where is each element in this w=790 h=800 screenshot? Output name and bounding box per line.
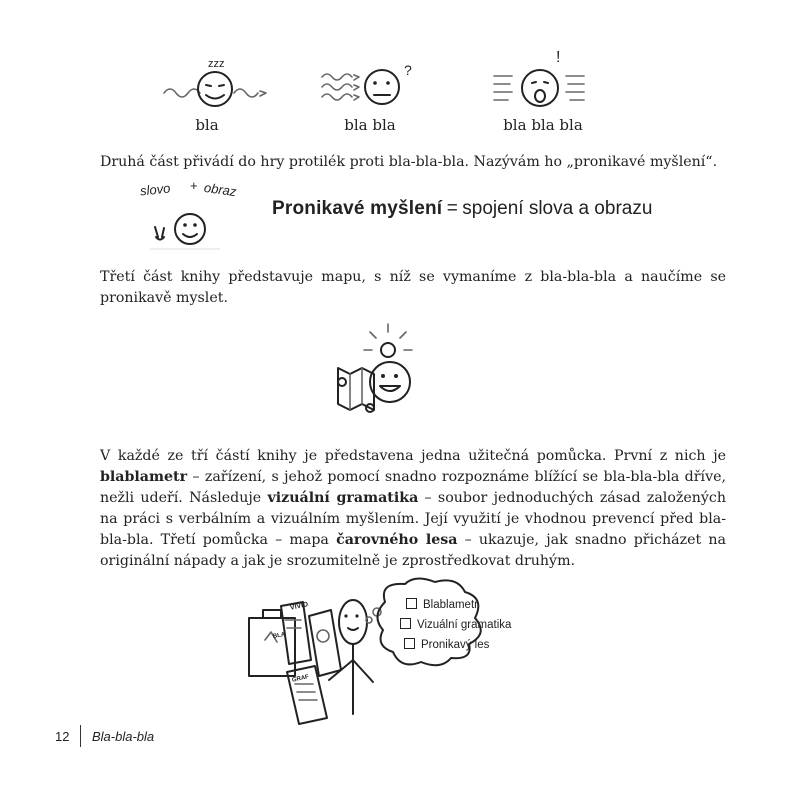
paragraph-3-text-1: V každé ze tří částí knihy je představena jedna užitečná pomůcka. První z nich je	[100, 448, 726, 464]
smiley-face-icon	[150, 205, 220, 250]
term-vizualni-gramatika: vizuální gramatika	[267, 490, 419, 506]
checklist-item	[406, 595, 511, 615]
paragraph-3-text-3: – soubor jednoduchých zásad založených na práci s verbálním a vizuálním myšlením. Její využití je vhodnou prevencí před bla-bla-bla. Třetí pomůcka – mapa	[100, 490, 726, 548]
kit-label-graf: GRAF	[291, 674, 310, 684]
term-blablametr: blablametr	[100, 469, 188, 485]
checklist-label: Vizuální gramatika	[417, 619, 512, 631]
kit-label-bla: BLA	[272, 631, 286, 641]
paragraph-3	[100, 446, 726, 572]
running-title: Bla-bla-bla	[92, 729, 155, 744]
sleep-mark: zzz	[208, 58, 225, 70]
checklist-label: Blablametr	[423, 599, 478, 611]
sleepy-face-icon	[160, 55, 270, 115]
formula-equals: =	[446, 198, 458, 219]
note-plus: +	[190, 178, 198, 193]
map-reader-icon	[330, 320, 440, 420]
confused-face-icon	[320, 55, 430, 115]
note-image: obraz	[203, 179, 238, 200]
alarmed-face-icon	[490, 50, 590, 115]
paragraph-3-text-2: – zařízení, s jehož pomocí snadno rozpoznáme blížící se bla-bla-bla dříve, nežli udeří. Následuje	[100, 469, 726, 506]
term-carovneho-lesa: čarovného lesa	[336, 532, 458, 548]
formula-term: Pronikavé myšlení	[272, 198, 443, 219]
kit-label-vivid: VIVID	[289, 601, 309, 612]
checklist-item	[404, 635, 511, 655]
question-mark: ?	[404, 62, 412, 78]
page-number: 12	[55, 729, 70, 744]
checklist-item	[400, 615, 511, 635]
checkbox-checked-icon	[404, 638, 415, 649]
alarm-mark: !	[556, 49, 561, 66]
checkbox-checked-icon	[406, 598, 417, 609]
checklist	[398, 595, 511, 655]
paragraph-2: Třetí část knihy představuje mapu, s níž se vymaníme z bla-bla-bla a naučíme se pronikavě myslet.	[100, 269, 726, 306]
formula-definition: spojení slova a obrazu	[462, 198, 653, 219]
caption-3: bla bla bla	[503, 116, 583, 134]
footer-divider	[80, 725, 81, 747]
note-word: slovo	[139, 180, 172, 199]
paragraph-3-text-4: – ukazuje, jak snadno přicházet na originální nápady a jak je srozumitelně je zprostředkovat druhým.	[100, 532, 727, 569]
formula	[272, 198, 652, 220]
paragraph-1: Druhá část přivádí do hry protilék proti bla-bla-bla. Nazývám ho „pronikavé myšlení“.	[100, 154, 718, 170]
caption-1: bla	[195, 116, 219, 134]
checkbox-checked-icon	[400, 618, 411, 629]
caption-2: bla bla	[344, 116, 396, 134]
checklist-label: Pronikavý les	[421, 639, 490, 651]
